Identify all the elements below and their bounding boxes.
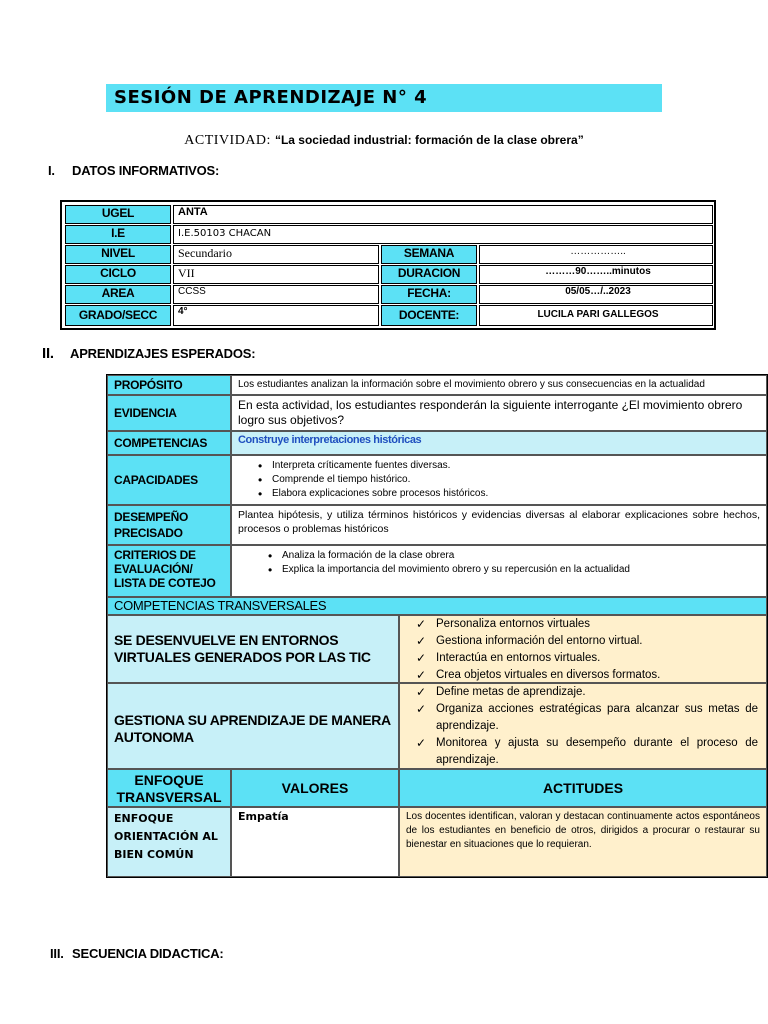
fecha-value: 05/05…/..2023 — [479, 285, 713, 304]
proposito-label: PROPÓSITO — [107, 375, 231, 395]
fecha-label: FECHA: — [381, 285, 477, 304]
tic-list — [399, 615, 767, 683]
proposito-value: Los estudiantes analizan la información sobre el movimiento obrero y sus consecuencias en la actualidad — [231, 375, 767, 395]
nivel-label: NIVEL — [65, 245, 171, 264]
tic-label: SE DESENVUELVE EN ENTORNOS VIRTUALES GENERADOS POR LAS TIC — [107, 615, 399, 683]
ciclo-label: CICLO — [65, 265, 171, 284]
section-heading-1 — [48, 163, 219, 178]
valor-value: Empatía — [231, 807, 399, 877]
enfoque-value-line: BIEN COMÚN — [114, 848, 194, 861]
transversales-header: COMPETENCIAS TRANSVERSALES — [107, 597, 767, 615]
area-value: CCSS — [173, 285, 379, 304]
duracion-label: DURACION — [381, 265, 477, 284]
evidencia-label: EVIDENCIA — [107, 395, 231, 431]
ugel-value: ANTA — [173, 205, 713, 224]
desempeno-label-line: DESEMPEÑO — [114, 510, 188, 524]
capacidad-item: • Elabora explicaciones sobre procesos históricos. — [272, 487, 766, 501]
grado-label: GRADO/SECC — [65, 305, 171, 326]
actividad-line — [0, 132, 768, 149]
criterios-label — [107, 545, 231, 597]
autonoma-item: ✓ Monitorea y ajusta su desempeño durante el proceso de aprendizaje. — [436, 735, 758, 769]
section-number: I. — [48, 163, 55, 178]
ie-value: I.E.50103 CHACAN — [173, 225, 713, 244]
desempeno-label — [107, 505, 231, 545]
datos-informativos-table — [60, 200, 716, 330]
enfoque-header-line: ENFOQUE — [134, 772, 204, 788]
actividad-label: ACTIVIDAD: — [184, 133, 275, 148]
tic-item: ✓ Crea objetos virtuales en diversos formatos. — [436, 667, 766, 683]
criterios-label-line: CRITERIOS DE — [114, 548, 196, 562]
semana-value: …………….. — [479, 245, 713, 264]
capacidad-item: • Comprende el tiempo histórico. — [272, 473, 766, 487]
enfoque-value-line: ORIENTACIÓN AL — [114, 830, 218, 843]
section-title: DATOS INFORMATIVOS: — [72, 163, 220, 178]
desempeno-label-line: PRECISADO — [114, 526, 183, 540]
capacidades-list — [231, 455, 767, 505]
capacidad-item: • Interpreta críticamente fuentes diversas. — [272, 459, 766, 473]
section-title: SECUENCIA DIDACTICA: — [72, 946, 224, 961]
ie-label: I.E — [65, 225, 171, 244]
nivel-value: Secundario — [173, 245, 379, 264]
criterios-label-line: LISTA DE COTEJO — [114, 576, 216, 590]
evidencia-value: En esta actividad, los estudiantes responderán la siguiente interrogante ¿El movimiento obrero logro sus objetivos? — [231, 395, 767, 431]
enfoque-value — [107, 807, 231, 877]
capacidades-label: CAPACIDADES — [107, 455, 231, 505]
section-number: III. — [50, 946, 64, 961]
tic-item: ✓ Interactúa en entornos virtuales. — [436, 650, 766, 667]
section-heading-3 — [50, 946, 224, 961]
semana-label: SEMANA — [381, 245, 477, 264]
autonoma-list — [399, 683, 767, 769]
section-number: II. — [42, 345, 54, 362]
enfoque-header-line: TRANSVERSAL — [116, 789, 222, 805]
autonoma-item: ✓ Define metas de aprendizaje. — [436, 684, 758, 701]
competencias-value: Construye interpretaciones históricas — [231, 431, 767, 455]
duracion-value: ………90……..minutos — [479, 265, 713, 284]
grado-value: 4° — [173, 305, 379, 326]
aprendizajes-table — [106, 374, 768, 878]
tic-item: ✓ Gestiona información del entorno virtual. — [436, 633, 766, 650]
tic-item: ✓ Personaliza entornos virtuales — [436, 616, 766, 633]
autonoma-label: GESTIONA SU APRENDIZAJE DE MANERA AUTONOMA — [107, 683, 399, 769]
docente-label: DOCENTE: — [381, 305, 477, 326]
enfoque-value-line: ENFOQUE — [114, 812, 174, 825]
section-title: APRENDIZAJES ESPERADOS: — [70, 346, 256, 361]
desempeno-value: Plantea hipótesis, y utiliza términos históricos y evidencias diversas al elaborar explicaciones sobre hechos, procesos o problemas históricos — [231, 505, 767, 545]
actitudes-header: ACTITUDES — [399, 769, 767, 807]
competencias-label: COMPETENCIAS — [107, 431, 231, 455]
enfoque-header — [107, 769, 231, 807]
section-heading-2 — [42, 345, 255, 362]
criterios-list — [231, 545, 767, 597]
criterio-item: • Explica la importancia del movimiento obrero y su repercusión en la actualidad — [282, 563, 766, 577]
criterio-item: • Analiza la formación de la clase obrera — [282, 549, 766, 563]
docente-value: LUCILA PARI GALLEGOS — [479, 305, 713, 326]
ugel-label: UGEL — [65, 205, 171, 224]
actitud-value: Los docentes identifican, valoran y destacan continuamente actos espontáneos de los estudiantes en beneficio de otros, dirigidos a procurar o restaurar su bienestar en situaciones que lo requieran. — [399, 807, 767, 877]
area-label: AREA — [65, 285, 171, 304]
actividad-value: “La sociedad industrial: formación de la clase obrera” — [274, 133, 584, 147]
page-title: SESIÓN DE APRENDIZAJE N° 4 — [114, 87, 428, 108]
title-bar — [106, 84, 662, 112]
criterios-label-line: EVALUACIÓN/ — [114, 562, 193, 576]
valores-header: VALORES — [231, 769, 399, 807]
autonoma-item: ✓ Organiza acciones estratégicas para alcanzar sus metas de aprendizaje. — [436, 701, 758, 735]
ciclo-value: VII — [173, 265, 379, 284]
